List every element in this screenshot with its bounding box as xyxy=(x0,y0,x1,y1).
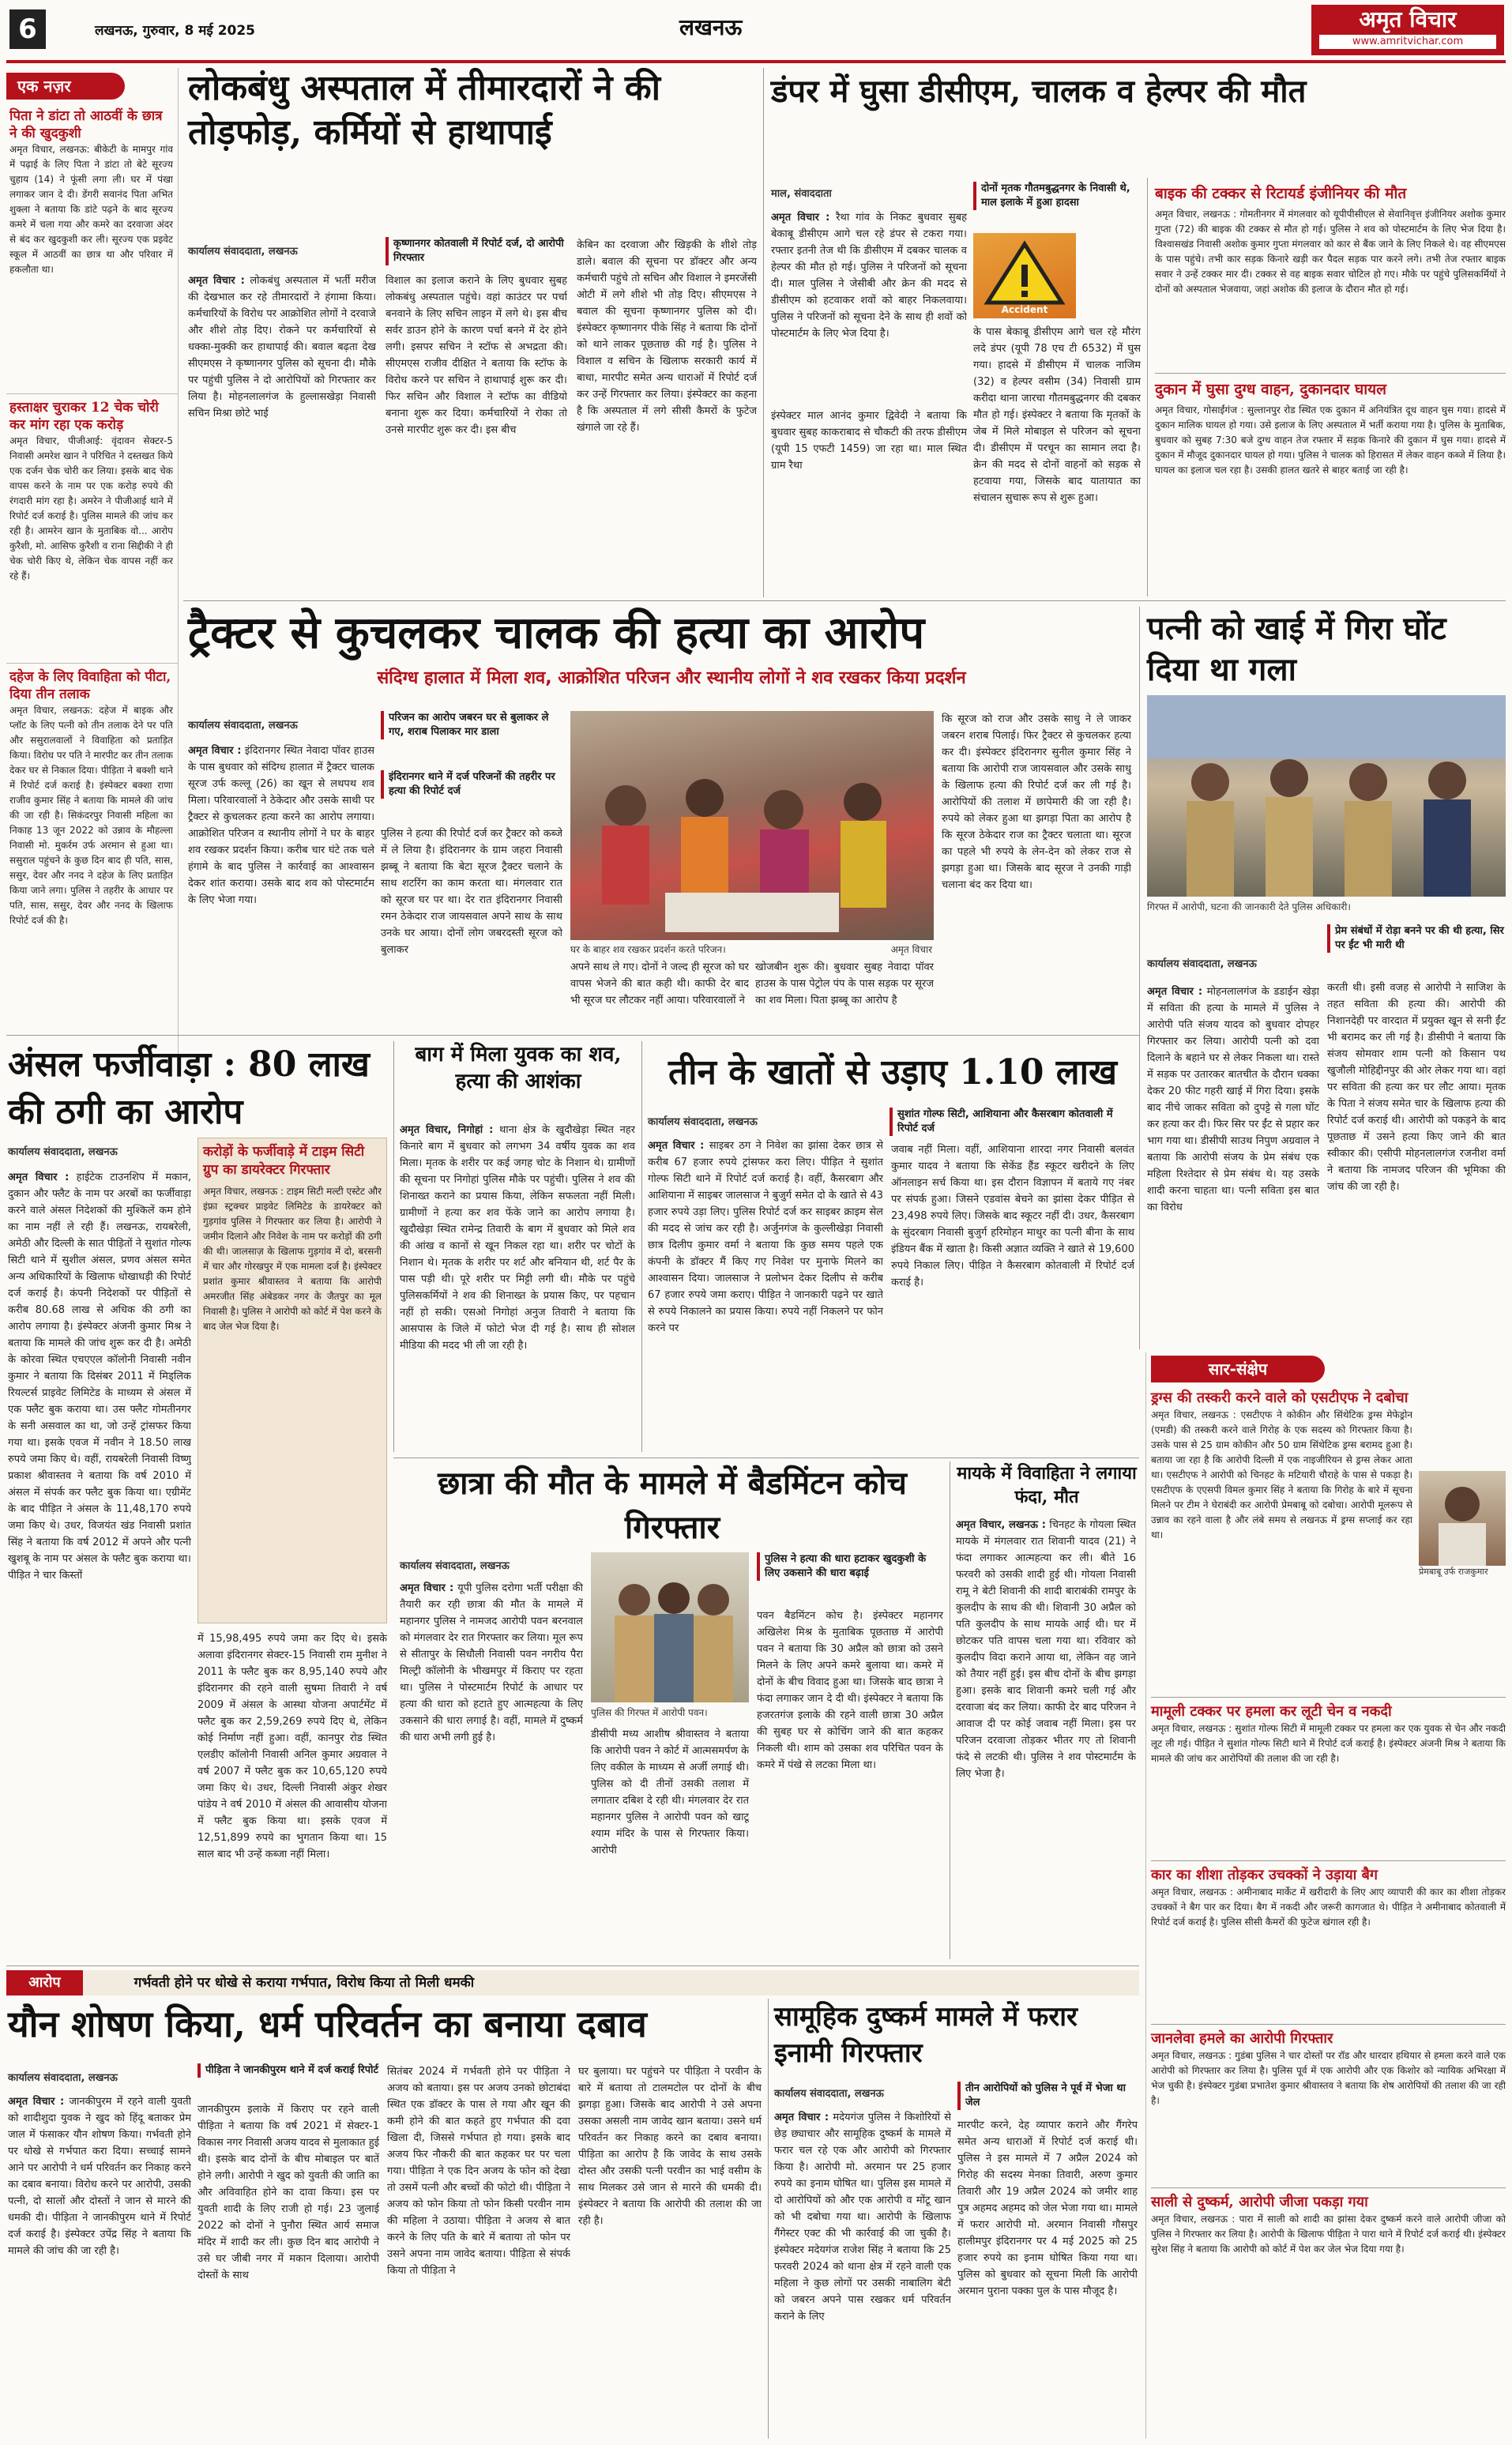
sidebar-brief-body: अमृत विचार, पीजीआई: वृंदावन सेक्टर-5 निवासी अमरेश खान ने परिचित ने दस्तखत किये एक दर्जन चेक चोरी कर लिया। इसके बाद चेक वापस करने के नाम पर एक करोड़ रुपये की रंगदारी मांग रहा है। अमरेन ने पीजीआई थाने में रिपोर्ट दर्ज कराई है। पुलिस मामले की जांच कर रही है। आमरेन खान के मुताबिक वो... आरोप कुरैशी, मो. आसिफ कुरैशी व राना सिद्दीकी ने ही चेक चोरी किए थे, लेकिन चेक वापस नहीं कर रहे हैं। xyxy=(9,435,173,581)
masthead-logo: अमृत विचार xyxy=(1359,6,1457,32)
mayke-headline: मायके में विवाहिता ने लगाया फंदा, मौत xyxy=(957,1463,1137,1507)
wife-photo-caption: गिरफ्त में आरोपी, घटना की जानकारी देते पुलिस अधिकारी। xyxy=(1147,901,1351,912)
samuhik-col1-text: मदेयगंज पुलिस ने किशोरियों से छेड़ छ्याचार और सामूहिक दुष्कर्म के मामले में फरार चल रहे एक और आरोपी को गिरफ्तार किया है। आरोपी मो. अरमान पर 25 हजार रुपये का इनाम घोषित था। पुलिस इस मामले में दो आरोपियों को और एक आरोपी व मोंटू खान को भी दबोचा गया था। आरोपी के खिलाफ गैंगेस्टर एक्ट की भी कार्रवाई की जा चुकी है। इंस्पेक्टर मदेयगंज राजेश सिंह ने बताया कि 25 फरवरी 2024 को थाना क्षेत्र में रहने वाली एक महिला ने कुछ लोगों पर उसकी नाबालिग बेटी को जबरन अपने पास रखकर धर्म परिवर्तन कराने के लिए xyxy=(774,2112,951,2323)
tractor-subhead-1: परिजन का आरोप जबरन घर से बुलाकर ले गए, शराब पिलाकर मार डाला xyxy=(381,711,562,739)
header-dateline: लखनऊ, गुरुवार, 8 मई 2025 xyxy=(95,23,256,39)
row-divider xyxy=(6,1035,1139,1036)
shop-headline: दुकान में घुसा दुग्ध वाहन, दुकानदार घायल xyxy=(1155,381,1387,398)
tractor-col3: अपने साथ ले गए। दोनों ने जल्द ही सूरज को घर वापस भेजने की बात कही थी। काफी देर बाद भी सूरज घर लौटकर नहीं आया। परिवारवालों ने xyxy=(570,961,749,1006)
chhatra-subhead: पुलिस ने हत्या की धारा हटाकर खुदकुशी के लिए उकसाने की धारा बढ़ाई xyxy=(757,1552,943,1581)
teen-subhead: सुशांत गोल्फ सिटी, आशियाना और कैसरबाग कोतवाली में रिपोर्ट दर्ज xyxy=(890,1108,1136,1136)
sidebar-brief xyxy=(6,104,178,393)
column-divider xyxy=(768,1999,769,2439)
saar-brief-3-headline: कार का शीशा तोड़कर उचक्कों ने उड़ाया बैग xyxy=(1151,1867,1378,1883)
tractor-protest-photo xyxy=(570,711,934,940)
sidebar-brief-headline: दहेज के लिए विवाहिता को पीटा, दिया तीन तलाक xyxy=(9,669,171,702)
yaun-byline: कार्यालय संवाददाता, लखनऊ xyxy=(8,2072,118,2084)
dumper-col2: के पास बेकाबू डीसीएम आगे चल रहे मौरंग लदे डंपर (यूपी 78 एच टी 6532) में घुस गया। हादसे में डीसीएम में चालक नाजिम (32) व हेल्पर वसीम (34) निवासी ग्राम करीदा थाना जारचा गौतमबुद्धनगर की दबकर मौत हो गई। इंस्पेक्टर ने बताया कि मृतकों के जेब में मिले मोबाइल से परिजन को सूचना दी। डीसीएम में परचून का सामान लदा है। क्रेन की मदद से दोनों वाहनों को सड़क से हटवाया गया, जिसके बाद यातायात का संचालन सुचारू रूप से शुरू हुआ। xyxy=(973,326,1141,504)
lokbandhu-headline: लोकबंधु अस्पताल में तीमारदारों ने की तोड़फोड़, कर्मियों से हाथापाई xyxy=(188,68,661,152)
samuhik-headline: सामूहिक दुष्कर्म मामले में फरार इनामी गिरफ्तार xyxy=(774,2001,1078,2069)
header-rule xyxy=(6,60,1506,63)
yaun-col1 xyxy=(8,2093,191,2439)
lokbandhu-col1 xyxy=(188,273,376,589)
samuhik-dateline: अमृत विचार : xyxy=(774,2112,829,2123)
samuhik-subhead: तीन आरोपियों को पुलिस ने पूर्व में भेजा था जेल xyxy=(957,2082,1136,2110)
sidebar-brief xyxy=(6,393,178,663)
saar-brief-5-headline: साली से दुष्कर्म, आरोपी जीजा पकड़ा गया xyxy=(1151,2194,1368,2210)
saar-brief-5-body: अमृत विचार, लखनऊ : पारा में साली को शादी का झांसा देकर दुष्कर्म करने वाले आरोपी जीजा को पुलिस ने गिरफ्तार कर लिया है। आरोपी के खिलाफ पीड़िता ने पारा थाने में रिपोर्ट दर्ज कराई थी। इंस्पेक्टर सुरेश सिंह ने बताया कि आरोपी को कोर्ट में पेश कर जेल भेज दिया गया है। xyxy=(1151,2214,1506,2255)
tractor-subhead-2: इंदिरानगर थाने में दर्ज परिजनों की तहरीर पर हत्या की रिपोर्ट दर्ज xyxy=(381,770,562,799)
bagh-dateline: अमृत विचार, निगोहां : xyxy=(400,1124,494,1136)
story-divider xyxy=(1151,2024,1506,2025)
column-divider xyxy=(641,1041,642,1452)
mayke-body xyxy=(956,1517,1136,1959)
ansal-col1 xyxy=(8,1169,191,1959)
wife-headline: पत्नी को खाई में गिरा घोंट दिया था गला xyxy=(1147,610,1446,688)
dumper-col1-text: रैथा गांव के निकट बुधवार सुबह बेकाबू डीसीएम आगे चल रहे डंपर से टकरा गया। रफ्तार इतनी तेज थी कि डीसीएम में दबकर चालक व हेल्पर की मौत हो गई। पुलिस ने परिजनों को सूचना दी। माल पुलिस ने जेसीबी और क्रेन की मदद से डीसीएम को हटवाकर शवों को बाहर निकलवाया। पुलिस ने परिजनों को सूचना देने के साथ ही शवों को पोस्टमार्टम के लिए भेज दिया है। xyxy=(771,212,967,340)
saar-brief-2-body: अमृत विचार, लखनऊ : सुशांत गोल्फ सिटी में मामूली टक्कर पर हमला कर एक युवक से चेन और नकदी लूट ली गई। पीड़ित ने सुशांत गोल्फ सिटी थाने में रिपोर्ट दर्ज कराई है। इंस्पेक्टर अंजनी मिश्र ने बताया कि मामले की जांच कर आरोपियों की तलाश की जा रही है। xyxy=(1151,1723,1506,1764)
ansal-col2: में 15,98,495 रुपये जमा कर दिए थे। इसके अलावा इंदिरानगर सेक्टर-15 निवासी राम मुनीश ने 2011 के फ्लैट बुक कर 8,95,140 रुपये और इंदिरानगर की रहने वाली सुषमा तिवारी ने वर्ष 2009 में अंसल के आस्था योजना अपार्टमेंट में फ्लैट बुक कर 2,59,269 रुपये दिए थे, लेकिन कोई निर्माण नहीं हुआ। वहीं, कानपुर रोड स्थित एलडीए कॉलोनी निवासी अनिल कुमार अग्रवाल ने वर्ष 2007 में फ्लैट बुक कर 10,65,120 रुपये जमा किए थे। उधर, दिल्ली निवासी अंकुर शेखर पांडेय ने वर्ष 2010 में अंसल की आवासीय योजना में फ्लैट बुक किया था। इसके एवज में 12,51,899 रुपये का भुगतान किया था। 15 साल बाद भी उन्हें कब्जा नहीं मिला। xyxy=(197,1633,387,1860)
ansal-dateline: अमृत विचार : xyxy=(8,1172,70,1183)
story-divider xyxy=(1155,373,1506,374)
masthead xyxy=(1311,5,1504,55)
lokbandhu-byline: कार्यालय संवाददाता, लखनऊ xyxy=(188,246,298,258)
chhatra-col2: डीसीपी मध्य आशीष श्रीवास्तव ने बताया कि आरोपी पवन ने कोर्ट में आत्मसमर्पण के लिए वकील के माध्यम से अर्जी लगाई थी। पुलिस को दी तीनों उसकी तलाश में लगातार दबिश दे रही थी। मंगलवार देर रात महानगर पुलिस ने आरोपी पवन को खाटू श्याम मंदिर के पास से गिरफ्तार किया। आरोपी xyxy=(591,1728,749,1856)
tractor-headline: ट्रैक्टर से कुचलकर चालक की हत्या का आरोप xyxy=(188,607,925,659)
mayke-body-text: चिनहट के गोयला स्थित मायके में मंगलवार रात शिवानी यादव (21) ने फंदा लगाकर आत्महत्या कर ली। बीते 16 फरवरी को उसकी शादी हुई थी। गोयला निवासी रामू ने बेटी शिवानी की शादी बाराबंकी रामपुर के कुलदीप के साथ की थी। शिवानी 30 अप्रैल को पति कुलदीप के साथ मायके आई थी। घर में छोटकर पति वापस चला गया था। रविवार को कुलदीप विदा कराने आया था, लेकिन वह जाने को तैयार नहीं हुई। इस बीच दोनों के बीच झगड़ा हुआ। इसके बाद शिवानी कमरे चली गई और दरवाजा बंद कर लिया। काफी देर बाद परिजन ने आवाज दी पर कोई जवाब नहीं मिला। इस पर परिजन दरवाजा तोड़कर भीतर गए तो शिवानी फंदे से लटकी थी। पुलिस ने शव पोस्टमार्टम के लिए भेजा है। xyxy=(956,1519,1136,1780)
yaun-kicker-row xyxy=(6,1970,1139,1995)
yaun-subhead: पीड़िता ने जानकीपुरम थाने में दर्ज कराई रिपोर्ट xyxy=(197,2063,379,2078)
dumper-subhead: दोनों मृतक गौतमबुद्धनगर के निवासी थे, माल इलाके में हुआ हादसा xyxy=(973,182,1139,210)
lokbandhu-col2: विशाल का इलाज कराने के लिए बुधवार सुबह लोकबंधु अस्पताल पहुंचे। वहां काउंटर पर पर्चा बनवाने के लिए सचिन लाइन में लगे थे। इस बीच सर्वर डाउन होने के कारण पर्चा बनने में देर होने लगी। इसपर सचिन ने स्टॉफ से अभद्रता की। सीएमएस राजीव दीक्षित ने बताया कि स्टॉफ के विरोध करने पर सचिन ने हाथापाई शुरू कर दी। फिर सचिन और विशाल ने स्टॉफ का वीडियो बनाना शुरू कर दिया। कर्मचारियों ने रोका तो उनसे मारपीट शुरू कर दी। इस बीच xyxy=(386,275,567,436)
story-divider xyxy=(1151,1860,1506,1861)
dumper-dateline: अमृत विचार : xyxy=(771,212,830,224)
ansal-box-body: अमृत विचार, लखनऊ : टाइम सिटी मल्टी एस्टेट और इंफ्रा स्ट्रक्चर प्राइवेट लिमिटेड के डायरेक्टर को गुड़गांव पुलिस ने गिरफ्तार कर लिया है। आरोपी ने जमीन दिलाने और निवेश के नाम पर करोड़ों की ठगी की थी। जालसाज़ के खिलाफ गुड़गांव में दो, बरसनी में चार और गोरखपुर में एक मामला दर्ज है। इंस्पेक्टर प्रशांत कुमार श्रीवास्तव ने बताया कि आरोपी अमरजीत सिंह अंबेडकर नगर के जैतपुर का मूल निवासी है। पुलिस ने आरोपी को कोर्ट में पेश करने के बाद जेल भेज दिया है। xyxy=(203,1186,382,1332)
tractor-dateline: अमृत विचार : xyxy=(188,745,242,757)
chhatra-col3: पवन बैडमिंटन कोच है। इंस्पेक्टर महानगर अखिलेश मिश्र के मुताबिक पूछताछ में आरोपी पवन ने बताया कि 30 अप्रैल को छात्रा को उसने मिलने के लिए अपने कमरे बुलाया था। कमरे में दोनों के बीच विवाद हुआ था। जिसके बाद छात्रा ने फंदा लगाकर जान दे दी थी। इंस्पेक्टर ने बताया कि हजरतगंज इलाके की रहने वाली छात्रा 30 अप्रैल की सुबह घर से कोचिंग जाने की बात कहकर निकली थी। शाम को उसका शव परिचित पवन के कमरे में पंखे से लटका मिला था। xyxy=(757,1610,943,1771)
saar-brief-1-body: अमृत विचार, लखनऊ : एसटीएफ ने कोकीन और सिंथेटिक ड्रग्स मेफेड्रोन (एमडी) की तस्करी करने वाले गिरोह के एक सदस्य को गिरफ्तार किया है। उसके पास से 25 ग्राम कोकीन और 50 ग्राम सिंथेटिक ड्रग्स बरामद हुआ है। बताया जा रहा है कि आरोपी दिल्ली में एक नाइजीरियन से ड्रग्स लेकर आता था। एसटीएफ ने आरोपी को चिनहट के मटियारी चौराहे के पास से पकड़ा है। एसटीएफ के एएसपी विमल कुमार सिंह ने बताया कि गिरोह के बारे में सूचना मिलने पर टीम ने घेराबंदी कर आरोपी प्रेमबाबू को दबोचा। आरोपी मूलरूप से उन्नाव का रहने वाला है और लंबे समय से लखनऊ में ड्रग्स सप्लाई कर रहा था। xyxy=(1151,1409,1412,1540)
wife-col1 xyxy=(1147,984,1319,1347)
tractor-photo-credit: अमृत विचार xyxy=(890,944,932,955)
wife-subhead: प्रेम संबंधों में रोड़ा बनने पर की थी हत्या, सिर पर ईंट भी मारी थी xyxy=(1327,924,1506,953)
ansal-byline: कार्यालय संवाददाता, लखनऊ xyxy=(8,1146,118,1158)
chhatra-headline: छात्रा की मौत के मामले में बैडमिंटन कोच गिरफ्तार xyxy=(438,1465,907,1546)
page-number-badge xyxy=(9,9,46,49)
tractor-photo-caption: घर के बाहर शव रखकर प्रदर्शन करते परिजन। xyxy=(570,944,726,955)
tractor-deck: संदिग्ध हालात में मिला शव, आक्रोशित परिजन और स्थानीय लोगों ने शव रखकर किया प्रदर्शन xyxy=(377,668,966,688)
saar-brief-1-headline: ड्रग्स की तस्करी करने वाले को एसटीएफ ने दबोचा xyxy=(1151,1390,1409,1406)
chhatra-dateline: अमृत विचार : xyxy=(400,1582,454,1594)
tractor-col1 xyxy=(188,743,374,1027)
sidebar-brief-body: अमृत विचार, लखनऊ: बीकेटी के मामपुर गांव में पढ़ाई के लिए पिता ने डांटा तो बेटे सूरज्य चुहाय (14) ने फूंसी लगा ली। घर में पंखा लगाकर जान दे दी। डेंगरी सवानंद पिता अभित शुक्ला ने बताया कि डांटे पढ़ने के बाद सूरज्य कमरे में चला गया और कमरे का दरवाजा अंदर से बंद कर खुदकुशी कर ली। सूरज्य एक प्रइवेट स्कूल में आठवीं का छात्र था और परिवार में हकलौता था। xyxy=(9,144,173,275)
saar-brief-2-headline: मामूली टक्कर पर हमला कर लूटी चेन व नकदी xyxy=(1151,1703,1392,1720)
ansal-box-headline: करोड़ों के फर्जीवाड़े में टाइम सिटी ग्रुप का डायरेक्टर गिरफ्तार xyxy=(203,1144,365,1178)
yaun-kicker: आरोप xyxy=(6,1970,83,1995)
chhatra-arrest-photo xyxy=(591,1552,749,1702)
tractor-byline: कार्यालय संवाददाता, लखनऊ xyxy=(188,720,298,732)
yaun-col2: जानकीपुरम इलाके में किराए पर रहने वाली पीड़िता ने बताया कि वर्ष 2021 में सेक्टर-1 विकास नगर निवासी अजय यादव से मुलाकात हुई थी। इसके बाद दोनों के बीच मोबाइल पर बातें होने लगी। आरोपी ने खुद को युवती की जाति का और अविवाहित होने का दावा किया। इस पर युवती शादी के लिए राजी हो गई। 23 जुलाई 2022 को दोनों ने पुनौरा स्थित आर्य समाज मंदिर में शादी कर ली। कुछ दिन बाद आरोपी ने उसे घर जीबी नगर में मकान दिलाया। आरोपी दोस्तों के साथ xyxy=(197,2104,379,2281)
police-officers-graphic xyxy=(1147,695,1506,897)
person-icon xyxy=(1419,1471,1506,1566)
accused-portrait xyxy=(1419,1471,1506,1566)
chhatra-byline: कार्यालय संवाददाता, लखनऊ xyxy=(400,1560,510,1572)
chhatra-col1 xyxy=(400,1580,583,1959)
saar-brief-4-body: अमृत विचार, लखनऊ : गुडंबा पुलिस ने चार दोस्तों पर रॉड और धारदार हथियार से हमला करने वाले एक आरोपी को गिरफ्तार कर लिया है। पुलिस पूर्व में एक आरोपी और एक किशोर को न्यायिक अभिरक्षा में भेज चुकी है। इंस्पेक्टर गुडंबा प्रभातेश कुमार श्रीवास्तव ने बताया कि शेष आरोपियों की तलाश की जा रही है। xyxy=(1151,2050,1506,2106)
dumper-headline: डंपर में घुसा डीसीएम, चालक व हेल्पर की मौत xyxy=(771,73,1307,110)
yaun-col1-text: जानकीपुरम में रहने वाली युवती को शादीशुदा युवक ने खुद को हिंदू बताकर प्रेम जाल में फंसाकर यौन शोषण किया। गर्भवती होने पर धोखे से गर्भपात करा दिया। सच्चाई सामने आने पर आरोपी ने धर्म परिवर्तन कर निकाह करने का दबाव बनाया। विरोध करने पर आरोपी, उसकी पत्नी, दो सालों और दोस्तों ने जान से मारने की धमकी दी। पीड़िता ने जानकीपुरम थाने में रिपोर्ट दर्ज कराई है। इंस्पेक्टर उपेंद्र सिंह ने बताया कि मामले की जांच की जा रही है। xyxy=(8,2096,191,2257)
wife-col1-text: मोहनलालगंज के डडाईन खेड़ा में सविता की हत्या के मामले में पुलिस ने आरोपी पति संजय यादव को बुधवार दोपहर गिरफ्तार कर लिया। आरोपी पत्नी को दवा दिलाने के बहाने घर से लेकर निकला था। रास्ते में सड़क पर उतारकर बातचीत के दौरान धक्का देकर 20 फीट गहरी खाई में गिरा दिया। इसके बाद नीचे जाकर सविता को दुपट्टे से गला घोंट कर हत्या कर दी। फिर सिर पर ईंट से प्रहार कर भाग गया था। डीसीपी साउथ निपुण अग्रवाल ने बताया कि आरोपी संजय के प्रेम संबंध एक महिला रिश्तेदार से प्रेम संबंध थे। यह उसके शादी करना चाहता था। पत्नी सविता इस बात का विरोध xyxy=(1147,986,1319,1213)
samuhik-col1 xyxy=(774,2109,951,2439)
tractor-col4: कि सूरज को राज और उसके साधु ने ले जाकर जबरन शराब पिलाई। फिर ट्रैक्टर से कुचलकर हत्या कर दी। इंस्पेक्टर इंदिरानगर सुनील कुमार सिंह ने बताया कि आरोपी राज जायसवाल और उसके साधु के खिलाफ हत्या की रिपोर्ट दर्ज कर ली गई है। आरोपियों की तलाश में छापेमारी की जा रही है। रुपये को लेकर हुआ था झगड़ा पिता का आरोप है कि सूरज ठेकेदार राज का ट्रैक्टर चलाता था। सूरज का पहले भी रुपये के लेन-देन को लेकर राज से झगड़ा हुआ था। जिसके बाद सूरज ने उनकी गाड़ी चलाना बंद कर दिया था। xyxy=(942,713,1131,891)
lokbandhu-col1-text: लोकबंधु अस्पताल में भर्ती मरीज की देखभाल कर रहे तीमारदारों ने हंगामा किया। कर्मचारियों के विरोध पर आक्रोशित लोगों ने दरवाजे और शीशे तोड़ दिए। रोकने पर कर्मचारियों से धक्का-मुक्की कर हाथापाई की। बवाल बढ़ता देख सीएमएस ने कृष्णानगर पुलिस को सूचना दी। मौके पर पहुंची पुलिस ने दो आरोपियों को गिरफ्तार कर लिया है। मोहनलालगंज के हुल्लासखेड़ा निवासी सचिन मिश्रा छोटे भाई xyxy=(188,275,376,419)
sidebar-brief-headline: पिता ने डांटा तो आठवीं के छात्र ने की खुदकुशी xyxy=(9,108,163,141)
bagh-body xyxy=(400,1122,635,1452)
wife-dateline: अमृत विचार : xyxy=(1147,986,1203,998)
ansal-box xyxy=(197,1138,387,1623)
yaun-kicker-line: गर्भवती होने पर धोखे से कराया गर्भपात, विरोध किया तो मिली धमकी xyxy=(134,1975,475,1991)
story-divider xyxy=(1151,1697,1506,1698)
crowd-graphic xyxy=(570,711,934,940)
bike-headline: बाइक की टक्कर से रिटायर्ड इंजीनियर की मौत xyxy=(1155,185,1407,202)
dumper-byline: माल, संवाददाता xyxy=(771,188,832,200)
saar-panel xyxy=(1145,1352,1506,2439)
sidebar-panel xyxy=(6,68,179,1063)
sidebar-title: एक नज़र xyxy=(6,73,125,100)
bagh-body-text: थाना क्षेत्र के खुदौखेड़ा स्थित नहर किनारे बाग में बुधवार को लगभग 34 वर्षीय युवक का शव मिला। मृतक के शरीर पर कई जगह चोट के निशान थे। ग्रामीणों की सूचना पर निगोहां पुलिस मौके पर पहुंची। पुलिस ने शव की शिनाख्त कराने का प्रयास किया, लेकिन सफलता नहीं मिली। ग्रामीणों ने हत्या कर शव फेंके जाने का आरोप लगाया है। खुदौखेड़ा स्थित रामेन्द्र तिवारी के बाग में बुधवार को मिले शव की आंख व कानों से खून निकल रहा था। शरीर पर चोटों के निशान थे। मृतक के शरीर पर शर्ट और बनियान थी, शर्ट पैर के पास पड़ी थी। पूरे शरीर पर मिट्टी लगी थी। मौके पर पहुंचे पुलिसकर्मियों ने शव की शिनाख्त के प्रयास किए, पर पहचान नहीं हो सकी। एसओ निगोहां अनुज तिवारी ने बताया कि आसपास के जिले में फोटो भेज दी गई है। साथ ही सोशल मीडिया की मदद भी ली जा रही है। xyxy=(400,1124,635,1352)
lokbandhu-col3: केबिन का दरवाजा और खिड़की के शीशे तोड़ डाले। बवाल की सूचना पर डॉक्टर और अन्य कर्मचारी पहुंचे तो सचिन और विशाल ने इमरजेंसी ओटी में लगे शीशे भी तोड़ दिए। सीएमएस ने बवाल की सूचना कृष्णानगर पुलिस को दी। इंस्पेक्टर कृष्णानगर पीके सिंह ने बताया कि दोनों को थाने लाकर पूछताछ की गई है। पुलिस ने विशाल व सचिन के खिलाफ सरकारी कार्य में बाधा, मारपीट समेत अन्य धाराओं में रिपोर्ट दर्ज कर उन्हें गिरफ्तार कर लिया। इंस्पेक्टर का कहना है कि अस्पताल में लगे सीसी कैमरों के फुटेज खंगाले जा रहे हैं। xyxy=(577,239,757,434)
column-divider xyxy=(1147,178,1148,596)
saar-brief-4-headline: जानलेवा हमले का आरोपी गिरफ्तार xyxy=(1151,2030,1333,2047)
sidebar-brief xyxy=(6,663,178,1051)
lokbandhu-subhead: कृष्णानगर कोतवाली में रिपोर्ट दर्ज, दो आरोपी गिरफ्तार xyxy=(386,237,564,265)
ansal-headline: अंसल फर्जीवाड़ा : 80 लाख की ठगी का आरोप xyxy=(8,1044,370,1132)
dumper-col1 xyxy=(771,209,967,405)
accident-photo xyxy=(973,233,1076,318)
section-name: लखनऊ xyxy=(679,14,743,40)
row-divider xyxy=(6,1965,1139,1966)
saar-title: सार-संक्षेप xyxy=(1151,1356,1325,1382)
sidebar-brief-headline: हस्ताक्षर चुराकर 12 चेक चोरी कर मांग रहा एक करोड़ xyxy=(9,400,159,433)
story-divider xyxy=(1151,2187,1506,2188)
page-number: 6 xyxy=(18,13,37,45)
wife-press-photo xyxy=(1147,695,1506,897)
row-divider xyxy=(183,600,1506,601)
tractor-col2: पुलिस ने हत्या की रिपोर्ट दर्ज कर ट्रैक्टर को कब्जे में ले लिया है। इंदिरानगर के ग्राम जहरा निवासी झब्बू ने बताया कि बेटा सूरज ट्रैक्टर चलाने के साथ शटरिंग का काम करता था। मंगलवार रात को सूरज घर पर था। देर रात इंदिरानगर निवासी रमन ठेकेदार राज जायसवाल अपने साथ के साथ उनके घर आया। दोनों लोग जबरदस्ती सूरज को बुलाकर xyxy=(381,828,562,956)
chhatra-col1-text: यूपी पुलिस दरोगा भर्ती परीक्षा की तैयारी कर रही छात्रा की मौत के मामले में महानगर पुलिस ने नामजद आरोपी पवन बरनवाल को मंगलवार देर रात गिरफ्तार कर लिया। मूल रूप से सीतापुर के सिधौली निवासी पवन नगरीय पैरा मिल्ट्री कॉलोनी के भीखमपुर में किराए पर रहता था। पुलिस ने पोस्टमार्टम रिपोर्ट के आधार पर हत्या की धारा को हटाते हुए आत्महत्या के लिए उकसाने की धारा लगाई है। वहीं, मामले में दुष्कर्म की धारा अभी लगी हुई है। xyxy=(400,1582,583,1743)
teen-dateline: अमृत विचार : xyxy=(648,1140,705,1152)
tractor-col1-text: इंदिरानगर स्थित नेवादा पॉवर हाउस के पास बुधवार को संदिग्ध हालात में ट्रैक्टर चालक सूरज उर्फ कल्लू (26) का खून से लथपथ शव मिला। परिवारवालों ने ठेकेदार और उसके साथी पर ट्रैक्टर से कुचलकर हत्या करने का आरोप लगाया। आक्रोशित परिजन व स्थानीय लोगों ने घर के बाहर शव रखकर प्रदर्शन किया। करीब चार घंटे तक चले हंगामे के बाद पुलिस ने कार्रवाई का आश्वासन देकर शांत कराया। उसके बाद शव को पोस्टमार्टम के लिए भेजा गया। xyxy=(188,745,374,906)
teen-col1-text: साइबर ठग ने निवेश का झांसा देकर छात्र से करीब 67 हजार रुपये ट्रांसफर करा लिए। पीड़ित ने सुशांत गोल्फ सिटी थाने में रिपोर्ट दर्ज कराई है। वहीं, कैसरबाग और आशियाना में साइबर जालसाज ने बुजुर्ग समेत दो के खाते से 43 हजार रुपये उड़ा लिए। पुलिस रिपोर्ट दर्ज कर साइबर क्राइम सेल की मदद से जांच कर रही है। अर्जुनगंज के कुल्लीखेड़ा निवासी छात्र दिलीप कुमार वर्मा ने बताया कि कुछ समय पहले एक कंपनी के डॉक्टर मैं किए गए निवेश पर मुनाफे मिलने का आश्वासन दिया। जालसाज ने प्रलोभन देकर दिलीप से करीब 67 हजार रुपये जमा कराए। पीड़ित ने जानकारी पढ़ने पर खाते से रुपये निकालने का प्रयास किया। रुपये नहीं निकलने पर फोन करने पर xyxy=(648,1140,883,1334)
bike-body: अमृत विचार, लखनऊ : गोमतीनगर में मंगलवार को यूपीपीसीएल से सेवानिवृत्त इंजीनियर अशोक कुमार गुप्ता (72) की बाइक की टक्कर से मौत हो गई। पुलिस ने शव को पोस्टमार्टम के लिए भेज दिया है। विश्वासखंड निवासी अशोक कुमार गुप्ता मंगलवार को कार से बैंक जाने के लिए निकले थे। वह सीएमएस के पास पहुंचे। तभी कार सड़क किनारे खड़ी कर पैदल सड़क पार करने लगे। तभी तेज रफ्तार बाइक सवार ने उन्हें टक्कर मार दी। टक्कर से वह बाइक सवार चोटिल हो गए। मौके पर पहुंचे पुलिसकर्मियों ने दोनों को अस्पताल भेजवाया, जहां अशोक की इलाज के दौरान मौत हो गई। xyxy=(1155,209,1506,295)
shop-body: अमृत विचार, गोसाईंगंज : सुल्तानपुर रोड स्थित एक दुकान में अनियंत्रित दूध वाहन घुस गया। हादसे में दुकान मालिक घायल हो गया। उसे इलाज के लिए अस्पताल में भर्ती कराया गया है। पुलिस के मुताबिक, बुधवार को सुबह 7:30 बजे दुग्ध वाहन तेज रफ्तार में सड़क किनारे की दुकान में घुस गया। हादसे में दुकान में मौजूद दुकानदार घायल हो गया। पुलिस ने चालक को हिरासत में लेकर वाहन कब्जे में लिया है। घायल का इलाज चल रहा है। उसकी हालत खतरे से बाहर बताई जा रही है। xyxy=(1155,404,1506,476)
sidebar-brief-body: अमृत विचार, लखनऊ: दहेज में बाइक और प्लॉट के लिए पत्नी को तीन तलाक देने पर पति और ससुरालवालों ने विवाहिता को प्रताड़ित किया। विरोध पर पति ने मारपीट कर तीन तलाक देकर घर से निकाल दिया। पीड़िता ने बक्शी थाने में रिपोर्ट दर्ज कराई है। इंस्पेक्टर बक्शा राणा राजीव कुमार सिंह ने बताया कि मामले की जांच की जा रही है। सिकंदरपुर निवासी महिला का निकाह 13 जून 2022 को उन्नाव के मौहल्ला निवासी मो. मुकर्रम उर्फ अरमान से हुआ था। ससुराल पहुंचने के कुछ दिन बाद ही पति, सास, ससुर, देवर और ननद ने दहेज के लिए प्रताड़ित किया जाने लगा। पुलिस ने तहरीर के आधार पर पति, सास, ससुर, देवर और ननद के खिलाफ रिपोर्ट दर्ज की है। xyxy=(9,705,173,926)
wife-byline: कार्यालय संवाददाता, लखनऊ xyxy=(1147,958,1257,970)
saar-brief-3-body: अमृत विचार, लखनऊ : अमीनाबाद मार्केट में खरीदारी के लिए आए व्यापारी की कार का शीशा तोड़कर उचक्कों ने बैग पार कर दिया। बैग में नकदी और जरूरी कागजात थे। पीड़ित ने अमीनाबाद कोतवाली में रिपोर्ट दर्ज कराई है। पुलिस सीसी कैमरों की फुटेज खंगाल रही है। xyxy=(1151,1886,1506,1928)
masthead-website: www.amritvichar.com xyxy=(1319,35,1496,49)
column-divider xyxy=(1139,607,1140,1349)
teen-byline: कार्यालय संवाददाता, लखनऊ xyxy=(648,1116,758,1128)
lokbandhu-dateline: अमृत विचार : xyxy=(188,275,245,287)
bagh-headline: बाग में मिला युवक का शव, हत्या की आशंका xyxy=(415,1043,622,1093)
saar-brief-1-photo xyxy=(1419,1471,1506,1692)
wife-col2: करती थी। इसी वजह से आरोपी ने साजिश के तहत सविता की हत्या की। आरोपी की निशानदेही पर वारदात में प्रयुक्त खून से सनी ईंट भी बरामद कर ली गई है। डीसीपी ने बताया कि संजय सोमवार शाम पत्नी को किसान पथ खुजौली मोहिद्दीनपुर की ओर लेकर गया था। वहां पर सविता की हत्या कर घर लौट आया। मृतक के पिता ने संजय समेत चार के खिलाफ हत्या की रिपोर्ट दर्ज कराई थी। आरोपी को पकड़ने के बाद पूछताछ में उसने हत्या किए जाने की बात स्वीकार की। एसीपी मोहनलालगंज रजनीश वर्मा ने बताया कि नामजद परिजन की भूमिका की जांच की जा रही है। xyxy=(1327,982,1506,1193)
saar-brief-1-photo-caption: प्रेमबाबू उर्फ राजकुमार xyxy=(1419,1567,1488,1577)
samuhik-col2: मारपीट करने, देह व्यापार कराने और गैंगरेप समेत अन्य धाराओं में रिपोर्ट दर्ज कराई थी। पुलिस ने इस मामले में 7 अप्रैल 2024 को गिरोह की सदस्य मेनका तिवारी, अरुण कुमार तिवारी और 19 अप्रैल 2024 को जमीर शाह पुत्र अहमद अहमद को जेल भेजा गया था। मामले में फरार आरोपी मो. अरमान निवासी गौसपुर हालीमपुर इंदिरानगर पर 4 मई 2025 को 25 हजार रुपये का इनाम घोषित किया गया था। पुलिस को बुधवार को सूचना मिली कि आरोपी अरमान पुराना पक्का पुल के पास मौजूद है। xyxy=(957,2120,1138,2297)
yaun-col4: घर बुलाया। घर पहुंचने पर पीड़िता ने परवीन के बारे में बताया तो टालमटोल पर दोनों के बीच झगड़ा हुआ। जिसके बाद आरोपी ने उसे अपना उसका असली नाम जावेद खान बताया। उसने धर्म परिवर्तन कर निकाह करने का दबाव बनाया। पीड़िता का आरोप है कि जावेद के साथ उसके दोस्त और उसकी पत्नी परवीन का भाई वसीम के साथ मिलकर उसे जान से मारने की धमकी दी। इंस्पेक्टर ने बताया कि आरोपी की तलाश की जा रही है। xyxy=(578,2066,762,2227)
teen-headline: तीन के खातों से उड़ाए 1.10 लाख xyxy=(668,1052,1117,1093)
yaun-dateline: अमृत विचार : xyxy=(8,2096,65,2108)
accident-photo-label: Accident xyxy=(1001,304,1048,315)
chhatra-photo-caption: पुलिस की गिरफ्त में आरोपी पवन। xyxy=(591,1707,708,1718)
ansal-col1-text: हाईटेक टाउनशिप में मकान, दुकान और फ्लैट के नाम पर अरबों का फर्जीवाड़ा करने वाले अंसल निदेशकों की मुश्किलें कम होने का नाम नहीं ले रही हैं। लखनऊ, रायबरेली, अमेठी और दिल्ली के सात पीड़ितों ने सुशांत गोल्फ सिटी थाने में सुशील अंसल, प्रणव अंसल समेत अन्य अधिकारियों के खिलाफ धोखाधड़ी की रिपोर्ट दर्ज कराई है। कंपनी निदेशकों पर पीड़ितों से करीब 80.68 लाख से अधिक की ठगी का आरोप लगाया है। इंस्पेक्टर अंजनी कुमार मिश्र ने बताया कि मामले की जांच शुरू कर दी है। अमेठी के कोरवा स्थित एचएएल कॉलोनी निवासी नवीन कुमार ने बताया कि दिसंबर 2011 में मिड्लिक रियल्टर्स प्राइवेट लिमिटेड के माध्यम से अंसल में एक फ्लैट बुक कराया था। उस फ्लैट गोमतीनगर के सनी असवाल का था, जो उन्हें ट्रांसफर किया गया था। इसके एवज में नवीन ने 18.50 लाख रुपये जमा किए थे। वहीं, रायबरेली निवासी विष्णु प्रकाश श्रीवास्तव ने बताया कि वर्ष 2010 में अंसल में संपर्क कर फ्लैट बुक किया था। एग्रीमेंट के बाद पीड़ित ने अंसल के 11,48,170 रुपये जमा किए थे। उधर, विजयंत खंड निवासी प्रशांत सिंह ने बताया कि वर्ष 2012 में अपने और पत्नी खुशबू के नाम पर अंसल के फ्लैट बुक कराया था। पीड़ित ने चार किस्तों xyxy=(8,1172,191,1582)
dumper-col1b: इंस्पेक्टर माल आनंद कुमार द्विवेदी ने बताया कि बुधवार सुबह काकराबाद से चौकटी की तरफ डीसीएम (यूपी 15 एफटी 1459) जा रहा था। माल स्थित ग्राम रैथा xyxy=(771,410,967,472)
mayke-dateline: अमृत विचार, लखनऊ : xyxy=(956,1519,1046,1531)
teen-col1 xyxy=(648,1138,883,1452)
tractor-col3b: खोजबीन शुरू की। बुधवार सुबह नेवादा पॉवर हाउस के पास पेट्रोल पंप के पास सड़क पर सूरज का शव मिला। पिता झब्बू का आरोप है xyxy=(755,961,934,1006)
samuhik-byline: कार्यालय संवाददाता, लखनऊ xyxy=(774,2088,884,2100)
yaun-col3: सितंबर 2024 में गर्भवती होने पर पीड़िता ने अजय को बताया। इस पर अजय उनको छोटाबंदा स्थित एक डॉक्टर के पास ले गया और खून की कमी होने की बात कहते हुए गर्भपात की दवा खिला दी, जिससे गर्भपात हो गया। इसके बाद अजय फिर नौकरी की बात कहकर घर पर चला गया। पीड़िता ने एक दिन अजय के फोन को देखा तो उसमें पत्नी और बच्चों की फोटो थी। पीड़िता ने अजय को फोन किया तो फोन किसी परवीन नाम की महिला ने उठाया। पीड़िता ने अजय से बात करने के लिए पति के बारे में बताया तो फोन पर उसने अपना नाम जावेद बताया। पीड़िता से संपर्क किया तो पीड़िता ने xyxy=(387,2066,570,2277)
teen-col2: जवाब नहीं मिला। वहीं, आशियाना शारदा नगर निवासी बलवंत कुमार यादव ने बताया कि सेकेंड हैंड स्कूटर खरीदने के लिए ऑनलाइन सर्च किया था। इस दौरान विज्ञापन में बताये गए नंबर पर संपर्क हुआ। जिसने एडवांस बेचने का झांसा देकर पीड़ित से 23,498 रुपये लिए। जिसके बाद स्कूटर नहीं दी। उधर, कैसरबाग के सुंदरबाग निवासी बुजुर्ग हरिमोहन माथुर का पत्नी बीना के साथ इंडियन बैंक में खाता है। किसी अज्ञात व्यक्ति ने खाते से 19,600 रुपये निकाल लिए। पीड़ित ने कैसरबाग कोतवाली में रिपोर्ट दर्ज कराई है। xyxy=(891,1144,1134,1288)
arrest-graphic xyxy=(591,1552,749,1702)
column-divider xyxy=(763,68,764,597)
column-divider xyxy=(393,1041,394,1452)
yaun-headline: यौन शोषण किया, धर्म परिवर्तन का बनाया दबाव xyxy=(8,2003,647,2045)
